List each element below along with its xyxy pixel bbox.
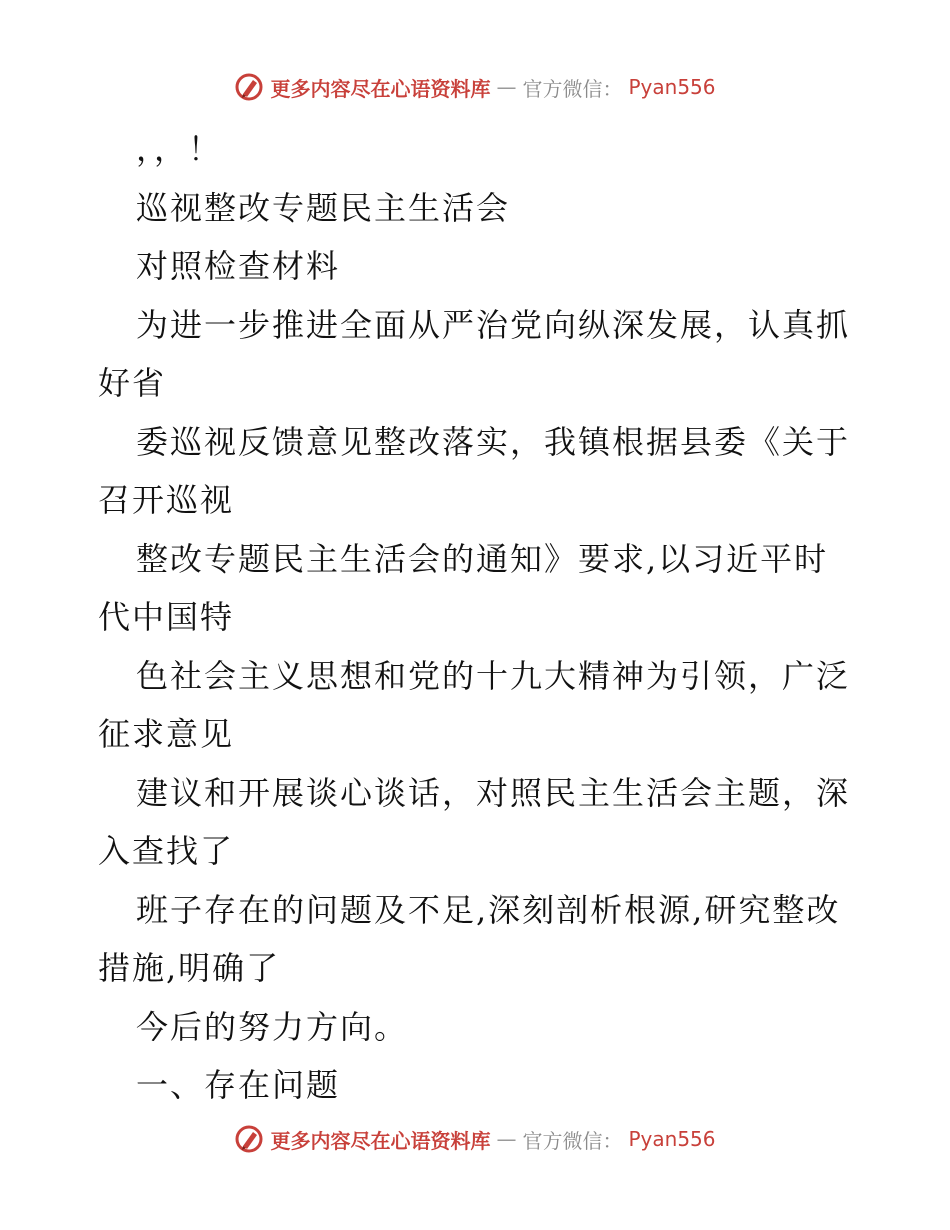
text-line: 一、存在问题 bbox=[136, 1066, 341, 1104]
text-line: 征求意见 bbox=[98, 715, 235, 753]
text-line: 建议和开展谈心谈话，对照民主生活会主题，深 bbox=[136, 773, 851, 812]
watermark-separator: — bbox=[496, 1127, 517, 1151]
pen-circle-icon bbox=[234, 72, 264, 102]
footer-watermark bbox=[0, 1124, 950, 1154]
text-line: 措施,明确了 bbox=[98, 949, 281, 987]
text-line: 巡视整改专题民主生活会 bbox=[136, 188, 511, 227]
text-line: 入查找了 bbox=[98, 832, 235, 870]
header-watermark bbox=[0, 72, 950, 102]
text-line: 对照检查材料 bbox=[136, 247, 341, 285]
watermark-brand-text: 更多内容尽在心语资料库 bbox=[270, 1128, 491, 1153]
document-body bbox=[98, 120, 858, 1115]
watermark-brand-text: 更多内容尽在心语资料库 bbox=[270, 76, 491, 101]
text-line: ，，！ bbox=[136, 130, 223, 168]
watermark-official-label: 官方微信： bbox=[522, 76, 623, 101]
text-line: 为进一步推进全面从严治党向纵深发展，认真抓 bbox=[136, 305, 851, 344]
text-line: 班子存在的问题及不足,深刻剖析根源,研究整改 bbox=[136, 890, 841, 929]
text-line: 好省 bbox=[98, 364, 167, 402]
text-line: 代中国特 bbox=[98, 598, 235, 636]
text-line: 召开巡视 bbox=[98, 481, 235, 519]
watermark-separator: — bbox=[496, 75, 517, 99]
pen-circle-icon bbox=[234, 1124, 264, 1154]
watermark-official-label: 官方微信： bbox=[522, 1128, 623, 1153]
watermark-handle: Pyan556 bbox=[628, 75, 716, 99]
text-line: 整改专题民主生活会的通知》要求,以习近平时 bbox=[136, 539, 829, 578]
text-line: 今后的努力方向。 bbox=[136, 1007, 409, 1046]
watermark-handle: Pyan556 bbox=[628, 1127, 716, 1151]
text-line: 委巡视反馈意见整改落实，我镇根据县委《关于 bbox=[136, 422, 851, 461]
text-line: 色社会主义思想和党的十九大精神为引领，广泛 bbox=[136, 656, 851, 695]
